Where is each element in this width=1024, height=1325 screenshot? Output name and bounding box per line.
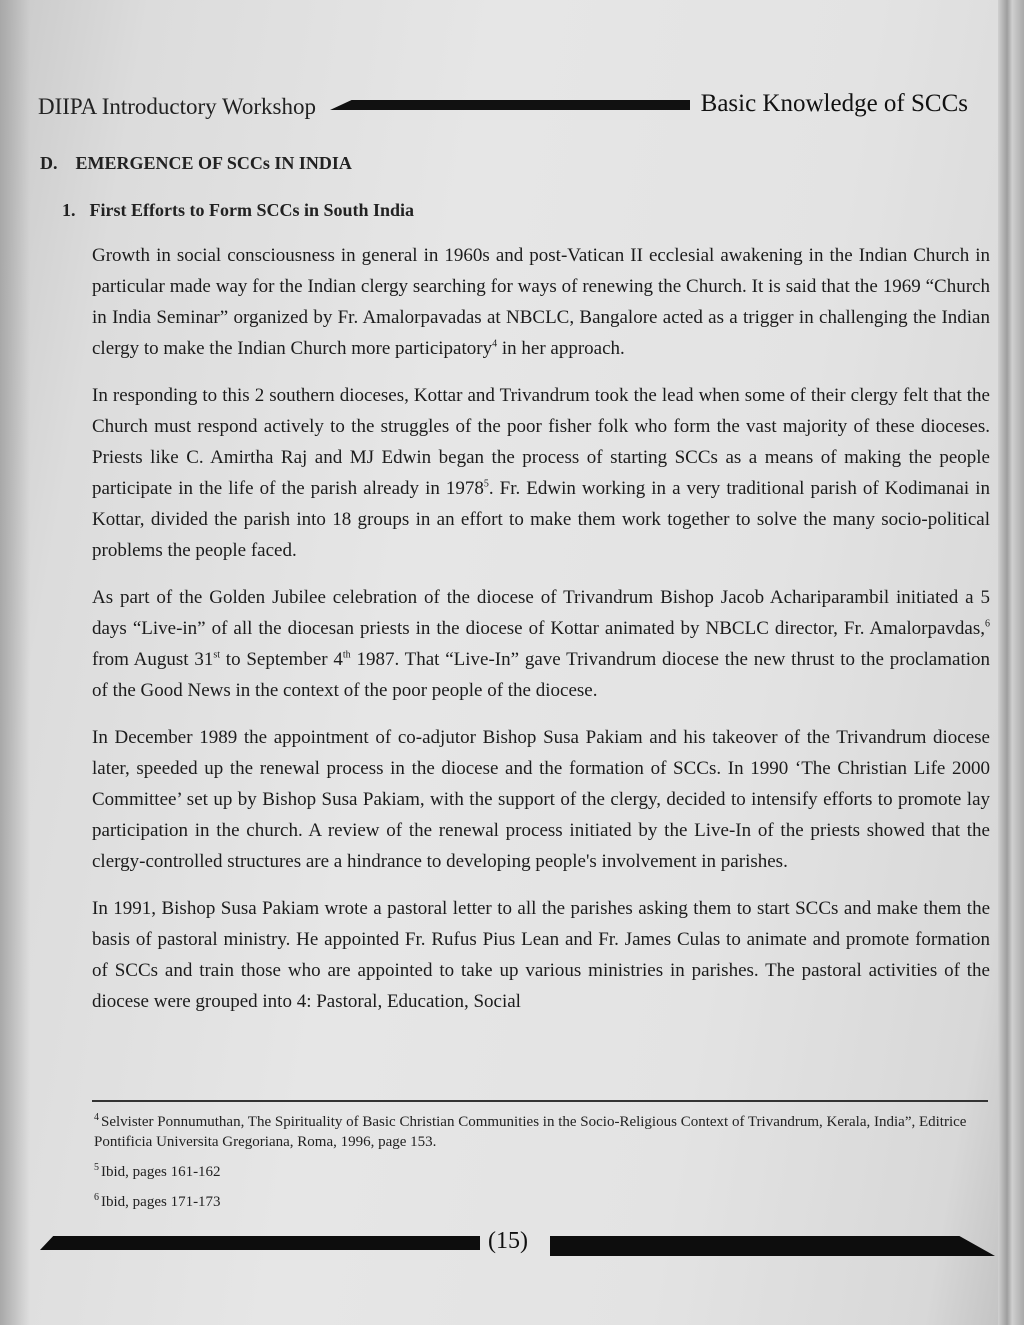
- paragraph-3-text-d: 1987. That “Live-In” gave Trivandrum diocese the new thrust to the proclamation of the Good News in the context of the poor people of the diocese.: [92, 649, 991, 701]
- paragraph-2-text-b: . Fr. Edwin working in a very traditional parish of Kodimanai in Kottar, divided the parish into 18 groups in an effort to make them work together to solve the many socio-political problems the people faced.: [92, 478, 990, 561]
- footnote-ref-5[interactable]: 5: [483, 478, 489, 490]
- footer-rule-left: [40, 1236, 480, 1250]
- page-shadow-left: [0, 0, 30, 1325]
- paragraph-4: In December 1989 the appointment of co-adjutor Bishop Susa Pakiam and his takeover of the Trivandrum diocese later, speeded up the renewal process in the diocese and the formation of SCCs. In 1990 ‘The Christian Life 2000 Committee’ set up by Bishop Susa Pakiam, with the support of the clergy, decided to intensify efforts to promote lay participation in the church. A review of the renewal process initiated by the Live-In of the priests showed that the clergy-controlled structures are a hindrance to developing people's involvement in parishes.: [92, 727, 990, 872]
- paragraph-1-text-b: in her approach.: [497, 338, 625, 359]
- header-left-title: DIIPA Introductory Workshop: [38, 94, 316, 119]
- page-footer: [40, 1228, 995, 1274]
- paragraph-3-text-a: As part of the Golden Jubilee celebration of the diocese of Trivandrum Bishop Jacob Achariparambil initiated a 5 days “Live-in” of all the diocesan priests in the diocese of Kottar animated by NBCLC director, Fr. Amalorpavdas,: [92, 587, 990, 639]
- footnote-number: 4: [94, 1112, 99, 1123]
- header-right-title: Basic Knowledge of SCCs: [700, 90, 968, 117]
- footer-rule-right: [550, 1236, 995, 1256]
- footnote-ref-4[interactable]: 4: [492, 338, 498, 350]
- footnote-number: 5: [94, 1162, 99, 1173]
- header-rule-bar: [330, 100, 690, 110]
- paragraph-3-text-c: to September 4: [220, 649, 343, 670]
- footnotes: [94, 1108, 990, 1218]
- page-number: (15): [488, 1228, 528, 1254]
- subsection-heading: [62, 200, 414, 221]
- paragraph-2: [92, 380, 990, 566]
- subsection-number: 1.: [62, 200, 76, 220]
- ordinal-th: th: [342, 649, 351, 661]
- paragraph-1: [92, 240, 990, 364]
- paragraph-3: [92, 582, 990, 706]
- section-title-text: EMERGENCE OF SCCs IN INDIA: [75, 153, 352, 173]
- section-letter: D.: [40, 153, 58, 173]
- body-text: [92, 240, 990, 1033]
- footnote-ref-6[interactable]: 6: [985, 618, 990, 630]
- ordinal-st: st: [213, 649, 221, 661]
- footnote-4: [94, 1108, 990, 1152]
- subsection-title-text: First Efforts to Form SCCs in South India: [89, 200, 415, 220]
- page-edge-right: [998, 0, 1024, 1325]
- running-header: [38, 88, 968, 128]
- footnote-number: 6: [94, 1192, 99, 1203]
- footnote-divider: [92, 1100, 988, 1102]
- paragraph-5: In 1991, Bishop Susa Pakiam wrote a pastoral letter to all the parishes asking them to start SCCs and make them the basis of pastoral ministry. He appointed Fr. Rufus Pius Lean and Fr. James Culas to animate and promote formation of SCCs and train those who are appointed to take up various ministries in parishes. The pastoral activities of the diocese were grouped into 4: Pastoral, Education, Social: [92, 898, 990, 1012]
- footnote-5: [94, 1158, 990, 1182]
- footnote-text: Ibid, pages 161-162: [101, 1164, 221, 1180]
- paragraph-2-text-a: In responding to this 2 southern dioceses, Kottar and Trivandrum took the lead when some of their clergy felt that the Church must respond actively to the struggles of the poor fisher folk who form the vast majority of these dioceses. Priests like C. Amirtha Raj and MJ Edwin began the process of starting SCCs as a means of making the people participate in the life of the parish already in 1978: [92, 385, 990, 499]
- footnote-6: [94, 1188, 990, 1212]
- footnote-text: Ibid, pages 171-173: [101, 1194, 221, 1210]
- section-heading: [40, 153, 352, 174]
- paragraph-3-text-b: from August 31: [92, 649, 214, 670]
- footnote-text: Selvister Ponnumuthan, The Spirituality of Basic Christian Communities in the Socio-Religious Context of Trivandrum, Kerala, India”, Editrice Pontificia Universita Gregoriana, Roma, 1996, page 153.: [94, 1114, 967, 1150]
- paragraph-1-text-a: Growth in social consciousness in general in 1960s and post-Vatican II ecclesial awakening in the Indian Church in particular made way for the Indian clergy searching for ways of renewing the Church. It is said that the 1969 “Church in India Seminar” organized by Fr. Amalorpavadas at NBCLC, Bangalore acted as a trigger in challenging the Indian clergy to make the Indian Church more participatory: [92, 245, 990, 359]
